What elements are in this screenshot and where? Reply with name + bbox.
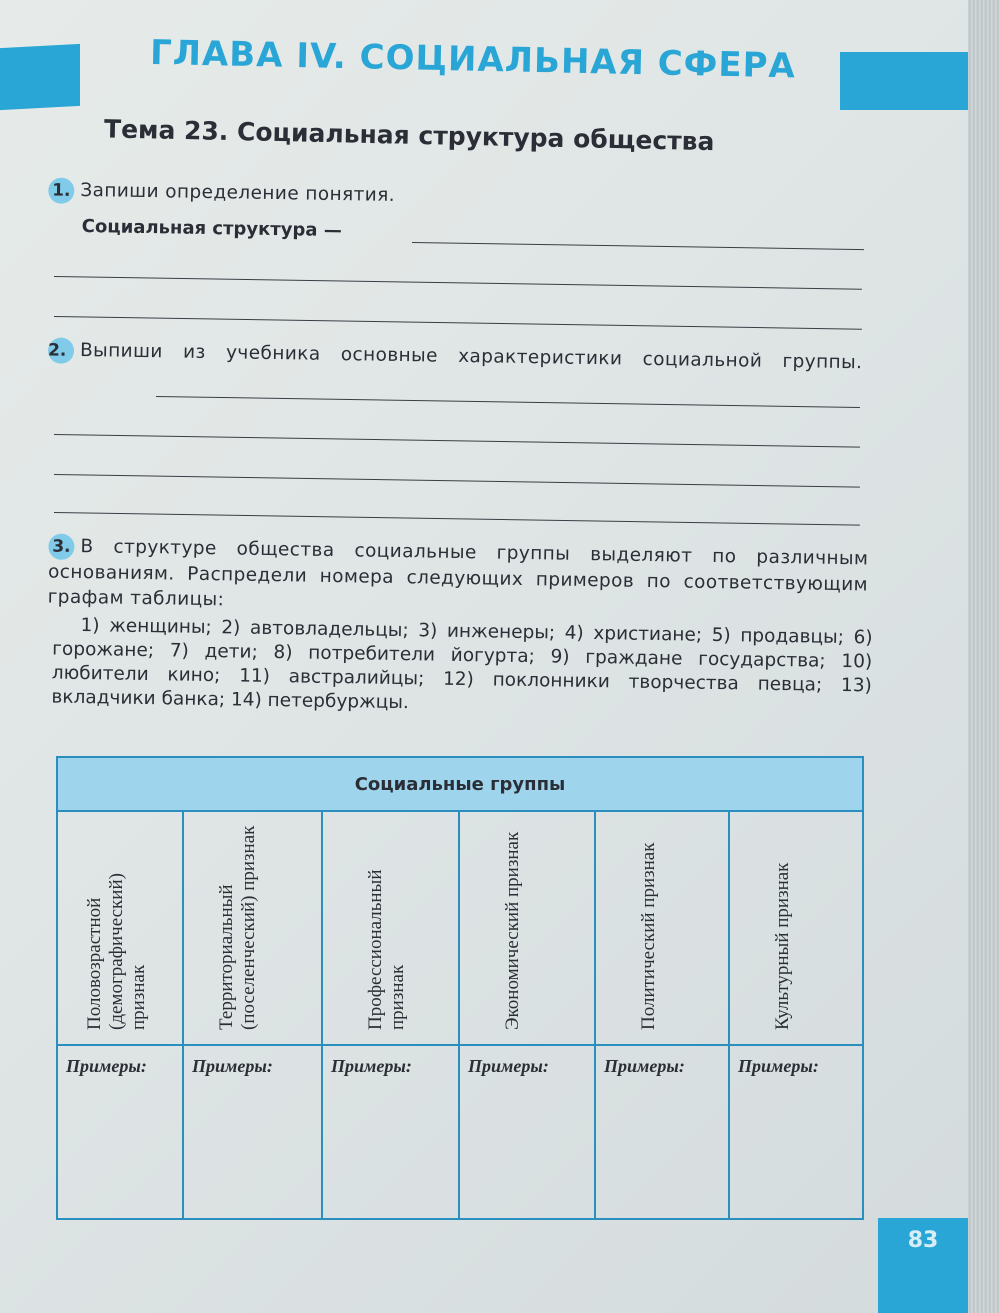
table-header [58,758,862,812]
examples-label: Примеры: [192,1056,273,1076]
chapter-band-right [840,52,968,110]
table-column [58,810,184,1218]
column-header: Половозрастной (демографический) признак [84,873,149,1030]
examples-list: 1) женщины; 2) автовладельцы; 3) инженеры; 4) христиане; 5) продавцы; 6) горожане; 7) дети; 8) потребители йогурта; 9) граждане государства; 10) любители кино; 11) австралийцы; 12) поклонники творчества певца; 13) вкладчики банка; 14) петербуржцы. [51,615,873,714]
answer-line[interactable] [54,474,860,488]
table-column [184,810,323,1218]
social-groups-table [56,756,864,1220]
task-text: Запиши определение понятия. [80,179,396,206]
table-column [323,810,460,1218]
task-number: 2. [48,337,74,363]
answer-line[interactable] [156,396,860,408]
table-column [730,810,862,1218]
task-2 [48,337,878,376]
examples-label: Примеры: [604,1056,685,1076]
chapter-band-left [0,44,80,110]
task-3 [47,534,868,623]
column-header: Политический признак [638,842,659,1030]
topic-title: Тема 23. Социальная структура общества [103,114,715,157]
page-number: 83 [878,1218,968,1313]
examples-label: Примеры: [66,1056,147,1076]
page-edge [968,0,1000,1313]
column-header: Культурный признак [772,862,793,1030]
column-header: Экономический признак [502,831,523,1030]
column-header: Профессиональный признак [365,869,408,1030]
table-column [460,810,596,1218]
table-column [596,810,730,1218]
task-text: В структуре общества социальные группы выделяют по различным основаниям. Распредели номера следующих примеров по соответствующим графам таблицы: [47,536,869,611]
task-number: 1. [48,177,74,203]
task-number: 3. [48,534,74,560]
term-label: Социальная структура — [81,216,342,242]
task-1 [48,177,879,251]
table-title: Социальные группы [354,773,566,795]
chapter-title: ГЛАВА IV. СОЦИАЛЬНАЯ СФЕРА [149,32,797,87]
examples-label: Примеры: [738,1056,819,1076]
examples-label: Примеры: [331,1056,412,1076]
answer-line[interactable] [54,512,860,526]
answer-line[interactable] [54,434,860,448]
examples-label: Примеры: [468,1056,549,1076]
column-header: Территориальный (поселенческий) признак [216,825,259,1030]
answer-line[interactable] [54,316,862,330]
answer-line[interactable] [54,276,862,290]
task-text: Выпиши из учебника основные характеристики социальной группы. [79,339,863,374]
